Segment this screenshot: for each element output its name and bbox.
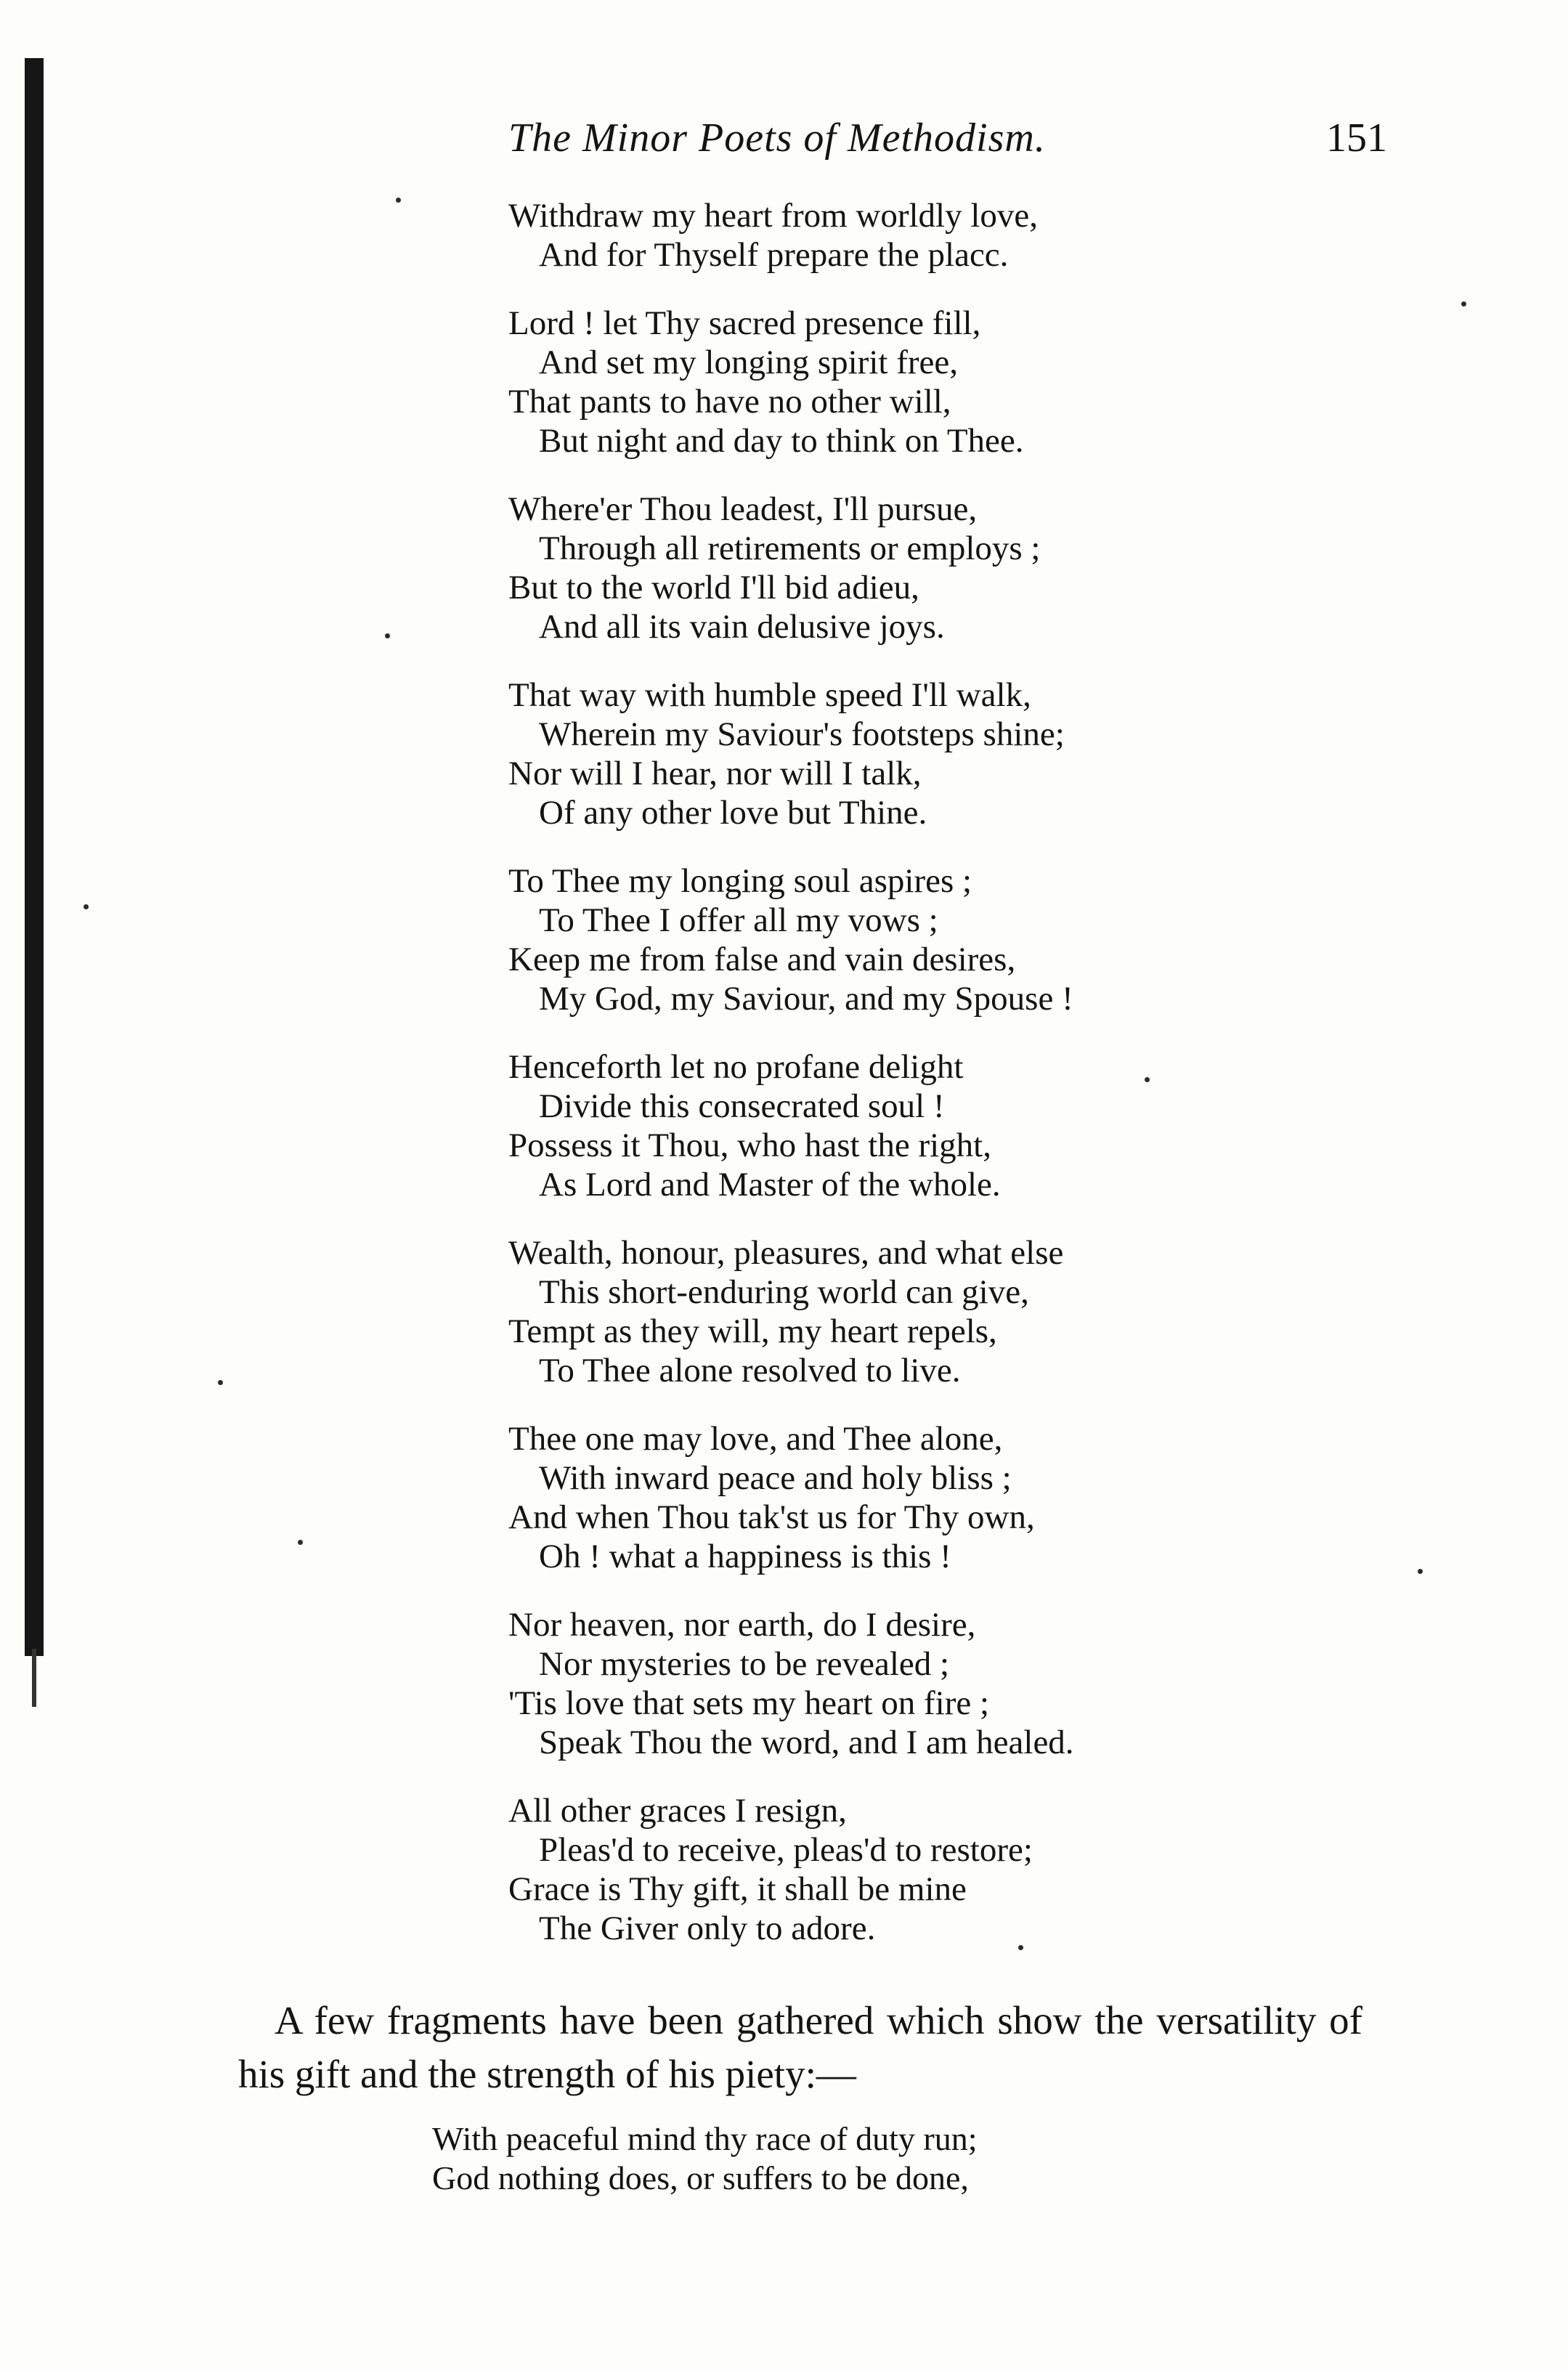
poem-line: Nor heaven, nor earth, do I desire,	[508, 1606, 976, 1644]
poem-line: Henceforth let no profane delight	[508, 1048, 964, 1086]
poem-line: And all its vain delusive joys.	[539, 608, 945, 646]
stanza	[508, 675, 1235, 832]
stanza	[508, 196, 1235, 275]
scan-speck	[84, 904, 89, 909]
fragment-line: With peaceful mind thy race of duty run;	[432, 2120, 978, 2157]
scan-speck	[298, 1540, 303, 1545]
poem-line: Where'er Thou leadest, I'll pursue,	[508, 490, 978, 528]
poem-line: Possess it Thou, who hast the right,	[508, 1127, 991, 1164]
poem-line: To Thee I offer all my vows ;	[539, 901, 938, 939]
stanza	[508, 1419, 1235, 1576]
stanza	[508, 1047, 1235, 1204]
poem-line: All other graces I resign,	[508, 1792, 847, 1830]
scan-speck	[218, 1380, 223, 1385]
poem-line: Pleas'd to receive, pleas'd to restore;	[539, 1831, 1033, 1869]
poem-line: Keep me from false and vain desires,	[508, 941, 1016, 978]
scan-speck	[396, 198, 401, 203]
scan-speck	[385, 633, 390, 638]
poem-line: Oh ! what a happiness is this !	[539, 1538, 951, 1575]
poem-line: As Lord and Master of the whole.	[539, 1166, 1001, 1204]
page-header	[508, 115, 1387, 173]
scan-speck	[1018, 1945, 1023, 1950]
poem-line: And for Thyself prepare the placc.	[539, 236, 1009, 274]
poem-line: Tempt as they will, my heart repels,	[508, 1312, 997, 1350]
poem-line: Divide this consecrated soul !	[539, 1087, 945, 1125]
scan-speck	[1461, 301, 1466, 307]
poem-line: Wherein my Saviour's footsteps shine;	[539, 715, 1065, 753]
poem-line: Of any other love but Thine.	[539, 794, 927, 832]
poem-line: My God, my Saviour, and my Spouse !	[539, 980, 1073, 1018]
poem-line: That pants to have no other will,	[508, 383, 951, 421]
poem-line: That way with humble speed I'll walk,	[508, 676, 1031, 714]
poem-line: Grace is Thy gift, it shall be mine	[508, 1870, 967, 1908]
poem-line: Withdraw my heart from worldly love,	[508, 197, 1039, 235]
poem-line: Speak Thou the word, and I am healed.	[539, 1724, 1074, 1761]
stanza	[508, 1233, 1235, 1390]
poem-line: But to the world I'll bid adieu,	[508, 569, 919, 606]
poem-line: Through all retirements or employs ;	[539, 529, 1041, 567]
page-binding-edge	[25, 58, 44, 1656]
verse-fragment	[432, 2119, 1376, 2198]
scan-speck	[1145, 1077, 1150, 1082]
poem-line: 'Tis love that sets my heart on fire ;	[508, 1684, 990, 1722]
poem-line: And when Thou tak'st us for Thy own,	[508, 1498, 1035, 1536]
poem-line: And set my longing spirit free,	[539, 344, 958, 381]
poem-line: This short-enduring world can give,	[539, 1273, 1029, 1311]
poem-line: To Thee alone resolved to live.	[539, 1352, 961, 1389]
poem-line: Wealth, honour, pleasures, and what else	[508, 1234, 1064, 1272]
poem-line: With inward peace and holy bliss ;	[539, 1459, 1012, 1497]
poem-line: But night and day to think on Thee.	[539, 422, 1024, 460]
stanza	[508, 1605, 1235, 1762]
poem	[508, 196, 1235, 1977]
scan-speck	[1418, 1569, 1423, 1574]
stanza	[508, 490, 1235, 646]
running-head: The Minor Poets of Methodism.	[508, 115, 1046, 161]
poem-line: Lord ! let Thy sacred presence fill,	[508, 304, 981, 342]
stanza	[508, 1791, 1235, 1948]
poem-line: Nor mysteries to be revealed ;	[539, 1645, 950, 1683]
stanza	[508, 304, 1235, 460]
fragment-line: God nothing does, or suffers to be done,	[432, 2159, 969, 2196]
prose-paragraph: A few fragments have been gathered which show the versatility of his gift and the strength of his piety:—	[238, 1998, 1362, 2096]
page-number: 151	[1326, 115, 1387, 161]
poem-line: To Thee my longing soul aspires ;	[508, 862, 972, 900]
poem-line: The Giver only to adore.	[539, 1910, 876, 1947]
poem-line: Thee one may love, and Thee alone,	[508, 1420, 1003, 1458]
page-binding-edge-tail	[32, 1649, 36, 1707]
poem-line: Nor will I hear, nor will I talk,	[508, 755, 922, 792]
stanza	[508, 861, 1235, 1018]
